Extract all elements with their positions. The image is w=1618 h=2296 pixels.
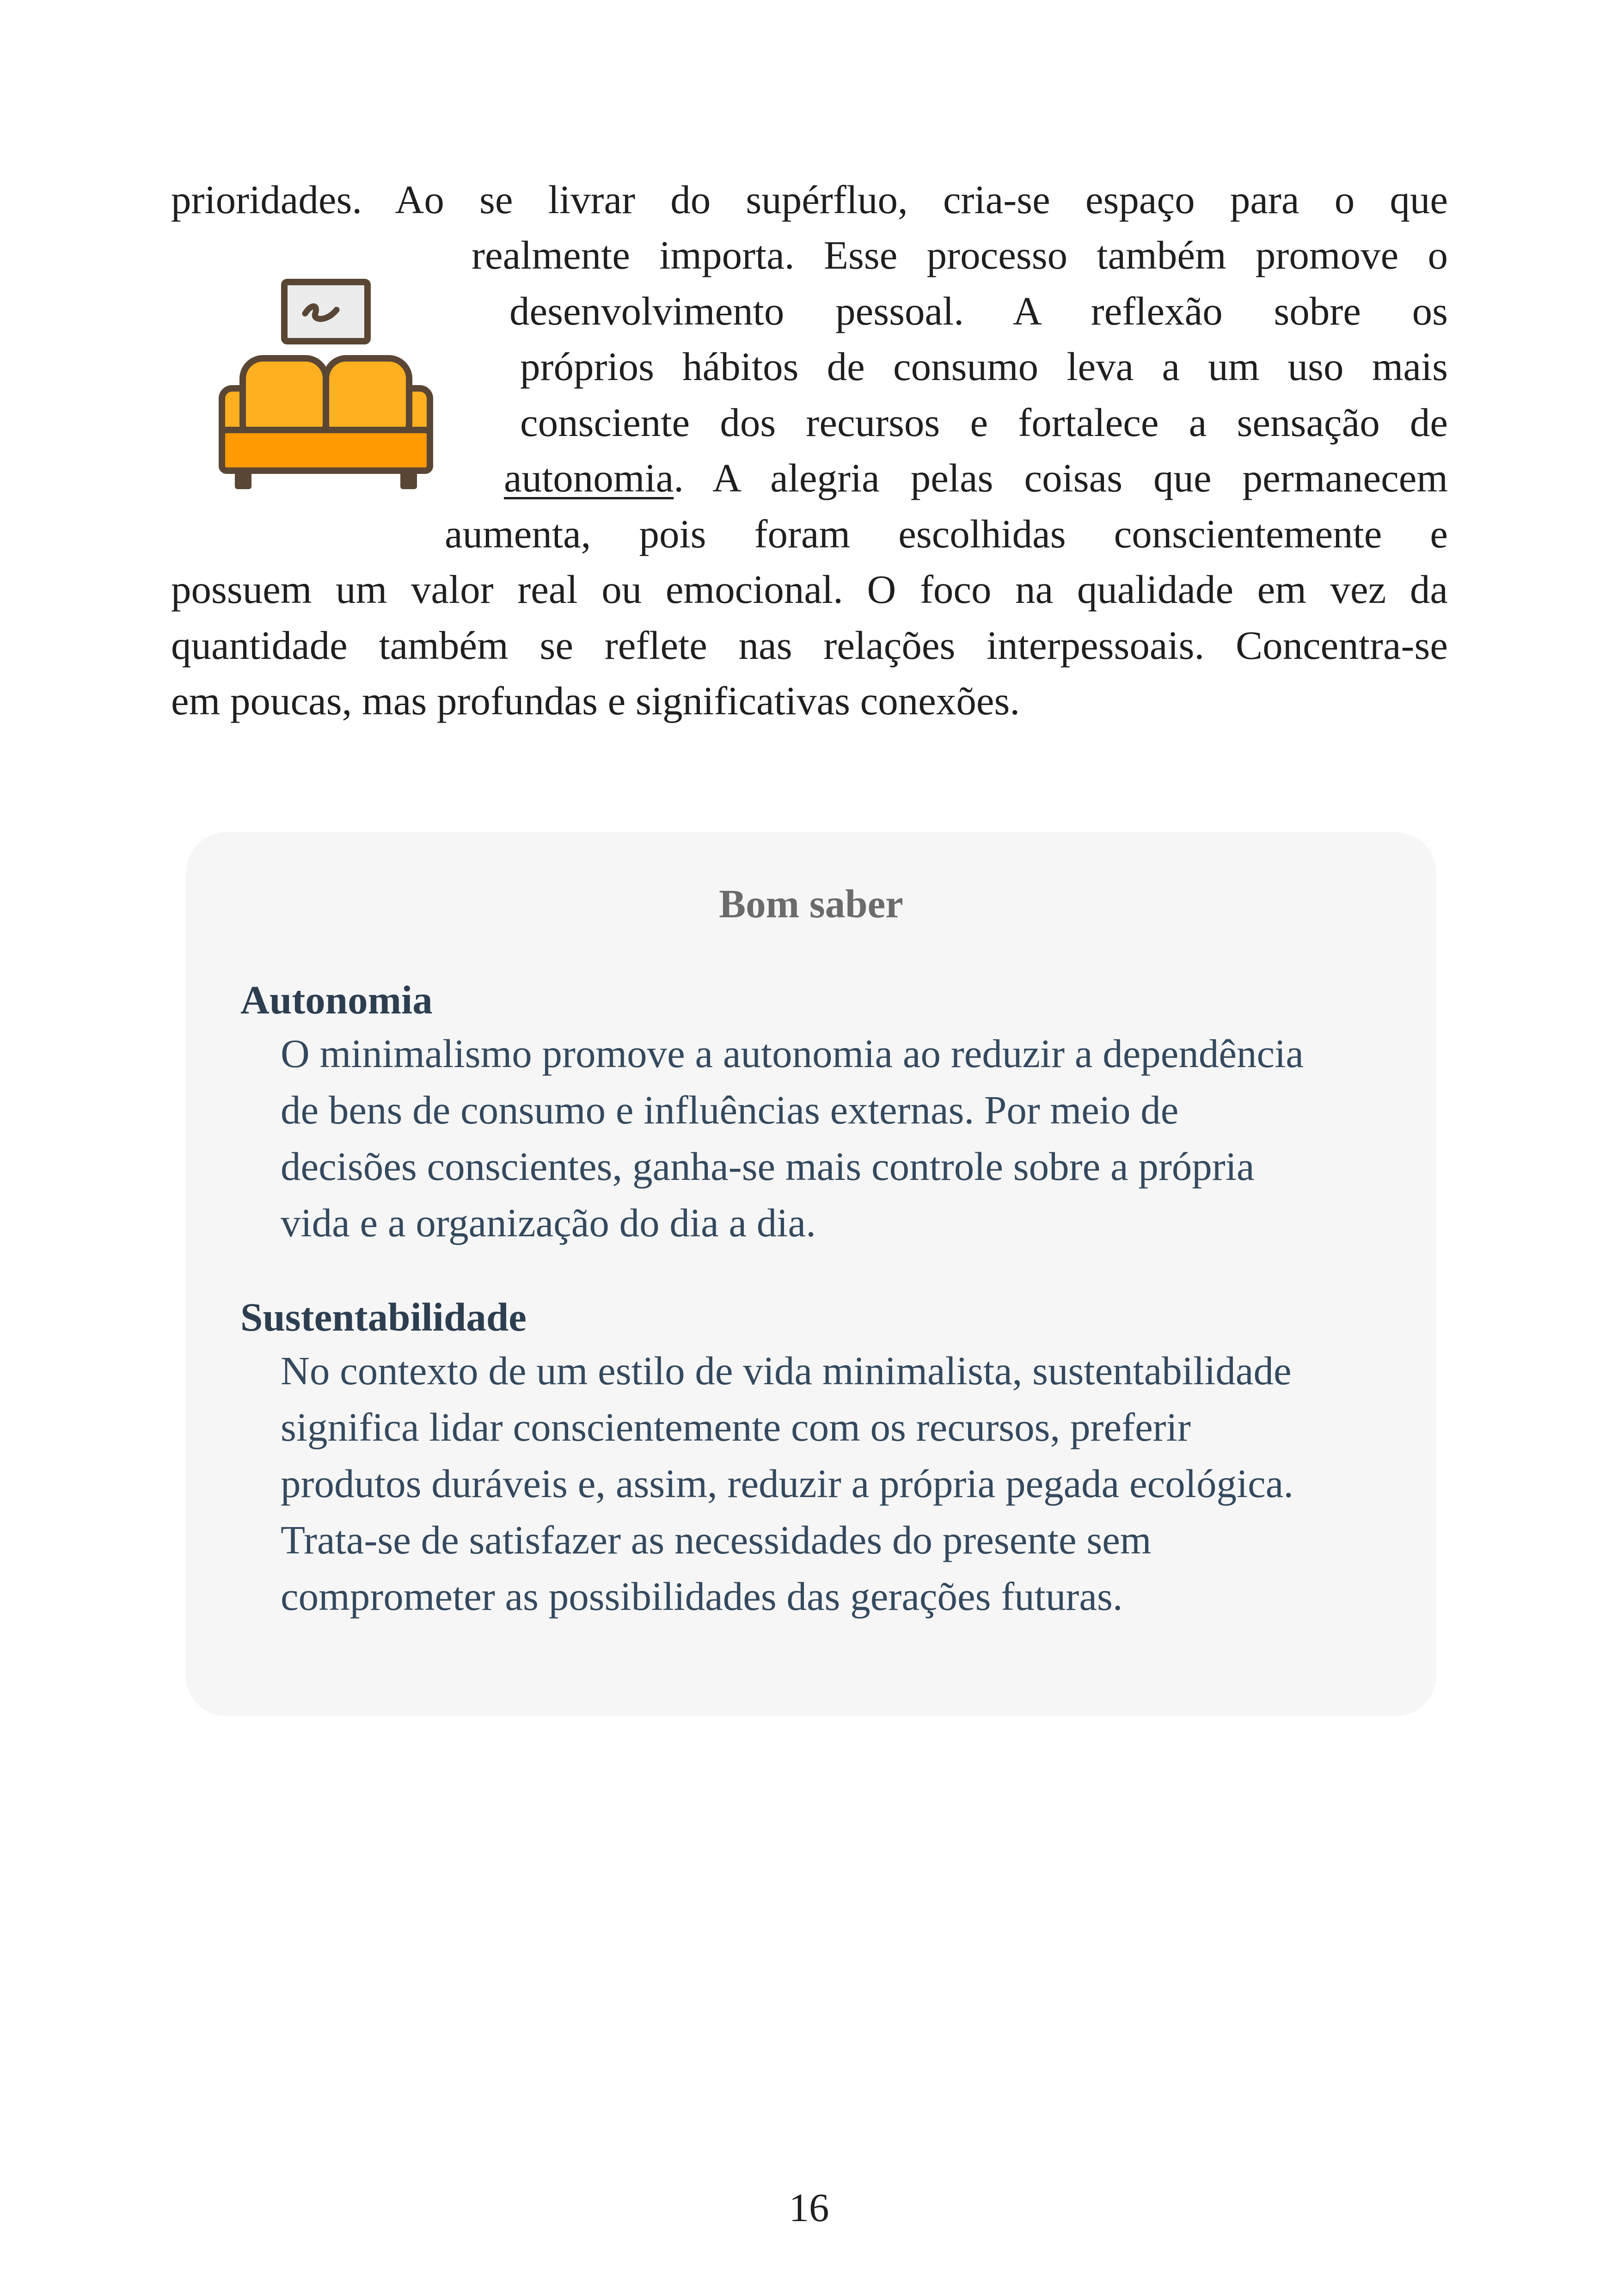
term-heading-sustentabilidade: Sustentabilidade bbox=[240, 1295, 527, 1339]
paragraph-line: realmente importa. Esse processo também promove o bbox=[472, 233, 1448, 277]
definition-line: Trata-se de satisfazer as necessidades do presente sem bbox=[281, 1517, 1152, 1562]
paragraph-line: consciente dos recursos e fortalece a sensação de bbox=[520, 400, 1448, 445]
paragraph-line-text: . A alegria pelas coisas que permanecem bbox=[674, 455, 1448, 500]
paragraph-line: em poucas, mas profundas e significativas conexões. bbox=[171, 678, 1020, 723]
definition-line: produtos duráveis e, assim, reduzir a própria pegada ecológica. bbox=[281, 1461, 1294, 1506]
paragraph-line: possuem um valor real ou emocional. O foco na qualidade em vez da bbox=[171, 567, 1448, 612]
definition-line: decisões conscientes, ganha-se mais controle sobre a própria bbox=[281, 1144, 1255, 1189]
page-number: 16 bbox=[789, 2185, 829, 2230]
definition-line: O minimalismo promove a autonomia ao reduzir a dependência bbox=[281, 1031, 1304, 1076]
autonomia-link[interactable]: autonomia bbox=[504, 455, 674, 500]
paragraph-line: aumenta, pois foram escolhidas conscientemente e bbox=[445, 511, 1448, 556]
definition-line: de bens de consumo e influências externas. Por meio de bbox=[281, 1087, 1179, 1132]
paragraph-line: próprios hábitos de consumo leva a um uso mais bbox=[520, 344, 1448, 389]
paragraph-line: prioridades. Ao se livrar do supérfluo, cria-se espaço para o que bbox=[171, 177, 1448, 222]
definition-line: vida e a organização do dia a dia. bbox=[281, 1200, 816, 1245]
paragraph-line: desenvolvimento pessoal. A reflexão sobre os bbox=[509, 289, 1448, 333]
info-box bbox=[186, 832, 1436, 1716]
definition-line: significa lidar conscientemente com os recursos, preferir bbox=[281, 1405, 1191, 1449]
term-heading-autonomia: Autonomia bbox=[240, 977, 433, 1022]
paragraph-line bbox=[504, 450, 1448, 506]
paragraph-line: quantidade também se reflete nas relações interpessoais. Concentra-se bbox=[171, 623, 1448, 668]
info-box-title: Bom saber bbox=[719, 881, 903, 926]
definition-line: comprometer as possibilidades das gerações futuras. bbox=[281, 1574, 1123, 1619]
definition-line: No contexto de um estilo de vida minimalista, sustentabilidade bbox=[281, 1348, 1292, 1393]
sofa-icon bbox=[217, 277, 435, 495]
